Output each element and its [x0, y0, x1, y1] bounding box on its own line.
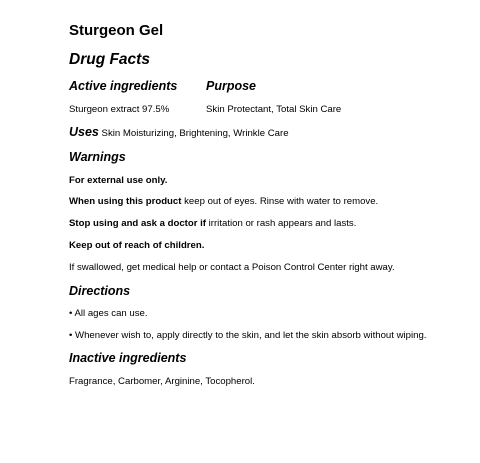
swallowed-warning: If swallowed, get medical help or contact a Poison Control Center right away.: [69, 262, 395, 273]
direction-item: • Whenever wish to, apply directly to the skin, and let the skin absorb without wiping.: [69, 330, 427, 341]
stop-using-bold: Stop using and ask a doctor if: [69, 218, 206, 229]
inactive-ingredients-heading: Inactive ingredients: [69, 351, 187, 365]
product-title: Sturgeon Gel: [69, 22, 164, 39]
when-using-bold: When using this product: [69, 196, 182, 207]
stop-using-warning: [69, 218, 356, 230]
when-using-warning: [69, 196, 378, 208]
direction-item: • All ages can use.: [69, 308, 148, 319]
directions-heading: Directions: [69, 284, 131, 298]
stop-using-text: irritation or rash appears and lasts.: [206, 218, 357, 229]
drug-facts-heading: Drug Facts: [69, 51, 150, 68]
warnings-heading: Warnings: [69, 150, 126, 164]
purpose-value: Skin Protectant, Total Skin Care: [206, 104, 342, 115]
external-use-warning: For external use only.: [69, 175, 168, 186]
active-ingredient-value: Sturgeon extract 97.5%: [69, 104, 170, 115]
keep-out-warning: Keep out of reach of children.: [69, 240, 205, 251]
when-using-text: keep out of eyes. Rinse with water to remove.: [181, 196, 379, 207]
uses-line: [69, 125, 289, 140]
inactive-ingredients-text: Fragrance, Carbomer, Arginine, Tocopherol.: [69, 376, 255, 387]
uses-heading: Uses: [69, 125, 99, 139]
uses-text: Skin Moisturizing, Brightening, Wrinkle Care: [98, 128, 289, 139]
purpose-heading: Purpose: [206, 79, 257, 93]
active-ingredients-heading: Active ingredients: [69, 79, 178, 93]
